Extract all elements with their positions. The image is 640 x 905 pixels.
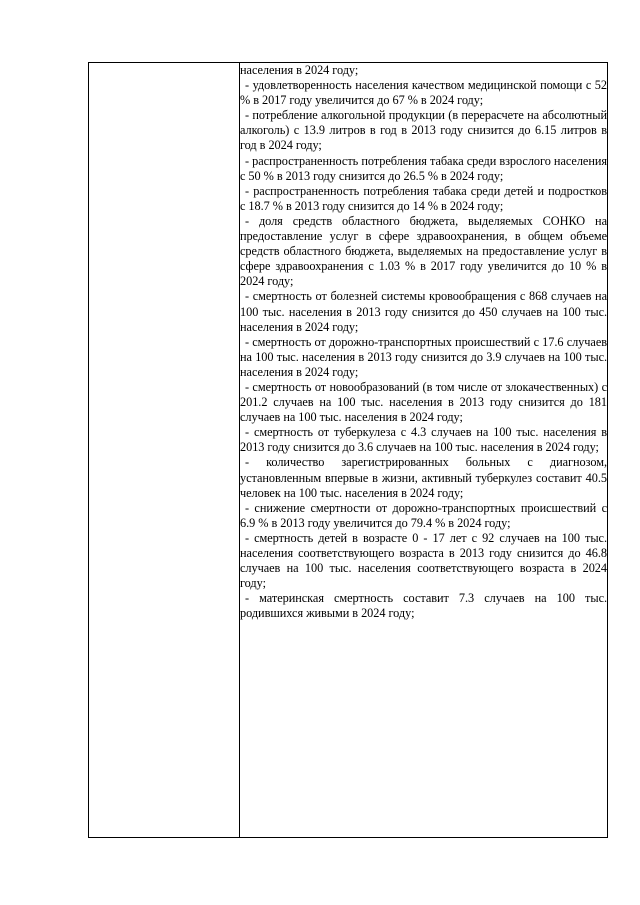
indicator-paragraph: - смертность от новообразований (в том числе от злокачественных) с 201.2 случаев на 100 тыс. населения в 2013 году снизится до 181 случаев на 100 тыс. населения в 2024 году; [240,379,607,425]
indicator-paragraph: населения в 2024 году; [240,63,359,77]
table-cell-left-empty [89,63,240,838]
indicator-paragraph: - распространенность потребления табака среди детей и подростков с 18.7 % в 2013 году снизится до 14 % в 2024 году; [240,183,607,213]
indicator-paragraph: - материнская смертность составит 7.3 случаев на 100 тыс. родившихся живыми в 2024 году; [240,591,607,621]
table-cell-indicators [240,63,608,838]
indicator-paragraph: - распространенность потребления табака среди взрослого населения с 50 % в 2013 году снизится до 26.5 % в 2024 году; [240,153,607,183]
indicator-paragraph: - смертность от туберкулеза с 4.3 случаев на 100 тыс. населения в 2013 году снизится до 3.6 случаев на 100 тыс. населения в 2024 году; [240,425,607,455]
indicator-paragraph: - потребление алкогольной продукции (в перерасчете на абсолютный алкоголь) с 13.9 литров в год в 2013 году снизится до 6.15 литров в год в 2024 году; [240,108,607,153]
indicator-paragraph: - смертность от дорожно-транспортных происшествий с 17.6 случаев на 100 тыс. населения в 2013 году снизится до 3.9 случаев на 100 тыс. населения в 2024 году; [240,334,607,379]
indicator-paragraph: - удовлетворенность населения качеством медицинской помощи с 52 % в 2017 году увеличится до 67 % в 2024 году; [240,78,607,108]
indicator-paragraph: - количество зарегистрированных больных с диагнозом, установленным впервые в жизни, активный туберкулез составит 40.5 человек на 100 тыс. населения в 2024 году; [240,455,607,500]
indicator-paragraph: - снижение смертности от дорожно-транспортных происшествий с 6.9 % в 2013 году увеличится до 79.4 % в 2024 году; [240,500,607,530]
indicators-table [88,62,608,838]
indicator-paragraph: - смертность детей в возрасте 0 - 17 лет с 92 случаев на 100 тыс. населения соответствующего возраста в 2013 году снизится до 46.8 случаев на 100 тыс. населения соответствующего возраста в 2024 году; [240,530,607,591]
indicator-paragraph: - доля средств областного бюджета, выделяемых СОНКО на предоставление услуг в сфере здравоохранения, в общем объеме средств областного бюджета, выделяемых на предоставление услуг в сфере здравоохранения с 1.03 % в 2017 году увеличится до 10 % в 2024 году; [240,213,607,289]
table-row [89,63,608,838]
indicator-paragraph: - смертность от болезней системы кровообращения с 868 случаев на 100 тыс. населения в 2013 году снизится до 450 случаев на 100 тыс. населения в 2024 году; [240,289,607,334]
